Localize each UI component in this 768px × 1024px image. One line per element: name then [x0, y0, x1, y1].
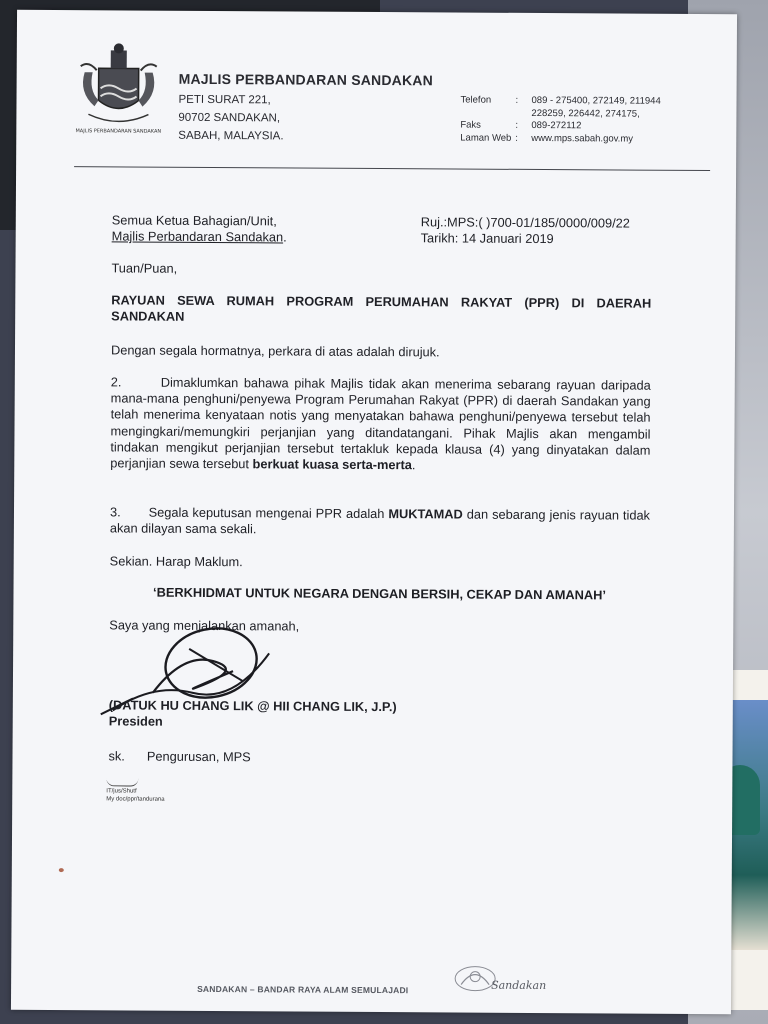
paragraph-number: 2.: [110, 374, 122, 390]
contact-separator: [515, 107, 531, 120]
reference-block: [421, 214, 630, 248]
contact-row: [460, 132, 681, 146]
carbon-copy: [108, 748, 648, 768]
address-line: PETI SURAT 221,: [178, 93, 271, 107]
paragraph-emphasis: MUKTAMAD: [388, 506, 463, 522]
letter-subject: RAYUAN SEWA RUMAH PROGRAM PERUMAHAN RAKYAT (PPR) DI DAERAH SANDAKAN: [111, 292, 652, 325]
paragraph-emphasis: berkuat kuasa serta-merta: [252, 456, 412, 473]
organisation-name: MAJLIS PERBANDARAN SANDAKAN: [178, 70, 433, 89]
recipient-punctuation: .: [283, 229, 287, 245]
contact-separator: :: [515, 94, 519, 106]
contact-value: www.mps.sabah.gov.my: [531, 132, 634, 145]
contact-label: [460, 107, 515, 120]
council-crest-icon: [74, 42, 163, 139]
paragraph-number: 3.: [109, 504, 121, 520]
paragraph-2: [110, 374, 651, 475]
recipient-organisation: Majlis Perbandaran Sandakan: [111, 228, 284, 245]
salutation: Tuan/Puan,: [111, 260, 178, 276]
contact-value: 228259, 226442, 274175,: [531, 107, 640, 120]
closing-line: Sekian. Harap Maklum.: [109, 553, 243, 570]
contact-label: Telefon: [460, 94, 492, 106]
paragraph-text: dan sebarang jenis rayuan tidak akan dilayan sama sekali.: [109, 506, 651, 537]
address-line: 90702 SANDAKAN,: [178, 111, 281, 125]
initials-scribble: [106, 777, 138, 786]
contact-value: 089 - 275400, 272149, 211944: [531, 94, 661, 107]
contact-separator: :: [515, 119, 519, 131]
contact-block: [460, 95, 681, 146]
letter-page: [11, 10, 737, 1014]
typist-initials: [106, 777, 165, 803]
letter-date: Tarikh: 14 Januari 2019: [420, 230, 554, 247]
contact-label: Faks: [460, 119, 481, 131]
paper-stain: [59, 868, 64, 872]
paragraph-3: [110, 504, 650, 540]
organisation-address: [178, 91, 284, 146]
paragraph-punctuation: .: [411, 457, 416, 473]
file-path-line: My doc/ppr/tandurana: [106, 796, 165, 803]
letterhead: [74, 42, 715, 166]
letterhead-divider: [74, 166, 710, 171]
contact-separator: :: [515, 132, 518, 144]
paragraph-text: Dimaklumkan bahawa pihak Majlis tidak akan menerima sebarang rayuan daripada mana-mana penghuni/penyewa Program Perumahan Rakyat (PPR) di daerah Sandakan yang telah menerima kenyataan notis yang menyatakan bahawa penghuni/penyewa tersebut telah mengingkari/memungkiri perjanjian yang ditandatangani. Pihak Majlis akan mengambil tindakan mengikut perjanjian tersebut tertakluk kepada klausa (4) yang dinyatakan dalam perjanjian sewa tersebut: [110, 374, 651, 472]
signatory-title: Presiden: [108, 713, 163, 729]
council-motto: ‘BERKHIDMAT UNTUK NEGARA DENGAN BERSIH, CEKAP DAN AMANAH’: [153, 584, 606, 603]
crest-caption: MAJLIS PERBANDARAN SANDAKAN: [75, 128, 162, 135]
initials-line: IT/jus/Shutf: [106, 788, 137, 795]
cc-prefix: sk.: [108, 748, 125, 764]
reference-number: Ruj.:MPS:( )700-01/185/0000/009/22: [420, 214, 630, 231]
paragraph-text: Segala keputusan mengenai PPR adalah: [148, 504, 385, 522]
recipient-line: Semua Ketua Bahagian/Unit,: [111, 212, 277, 229]
footer-slogan: SANDAKAN – BANDAR RAYA ALAM SEMULAJADI: [197, 983, 409, 996]
contact-label: Laman Web: [460, 132, 512, 144]
contact-value: 089-272112: [531, 119, 582, 132]
address-line: SABAH, MALAYSIA.: [178, 129, 284, 143]
trust-line: Saya yang menjalankan amanah,: [109, 617, 300, 634]
signatory-name: (DATUK HU CHANG LIK @ HII CHANG LIK, J.P.): [108, 697, 397, 715]
intro-paragraph: Dengan segala hormatnya, perkara di atas adalah dirujuk.: [110, 342, 440, 360]
cc-recipient: Pengurusan, MPS: [146, 748, 251, 765]
city-logo-text: Sandakan: [491, 978, 547, 993]
